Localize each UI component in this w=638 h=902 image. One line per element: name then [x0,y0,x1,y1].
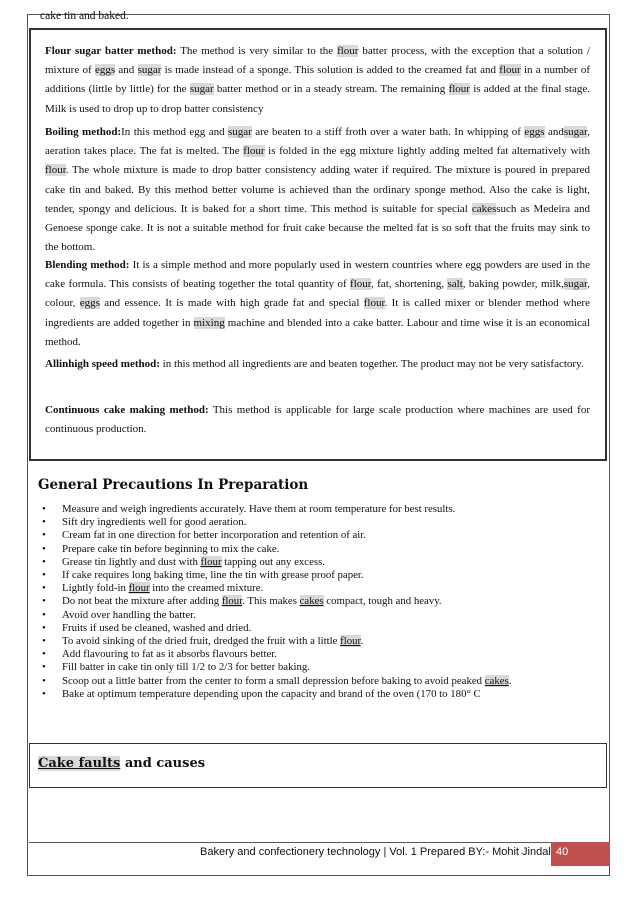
highlighted-term: flour [499,64,521,77]
highlighted-term: sugar [227,126,252,138]
bullet-icon: • [42,555,46,568]
text-run: in a number of additions (little by little) for the [45,64,590,96]
footer-text: Bakery and confectionery technology | Vol. 1 Prepared BY:- Mohit Jindal [200,846,551,858]
text-run: tapping out any excess. [221,555,325,568]
bullet-icon: • [42,648,46,661]
text-run: batter method or in a steady stream. The remaining [213,83,449,96]
text-run: in this method all ingredients are and beaten together. The product may not be very satisfactory. [159,358,584,370]
method-heading: Boiling method: [45,126,122,138]
highlighted-term: eggs [94,64,116,77]
bullet-icon: • [42,635,46,648]
bullet-icon: • [42,674,46,687]
text-run: , colour, [45,278,590,310]
text-run: are beaten to a stiff froth over a water bath. In whipping of [251,126,525,138]
precaution-item [38,609,598,622]
text-run: It is a simple method and more popularly used in western countries where egg powders are used in the cake formula. This consists of beating together the total quantity of [45,259,591,291]
highlighted-term: eggs [79,297,100,310]
text-run: Avoid over handling the batter. [62,608,196,621]
highlighted-term: flour [45,164,66,177]
highlighted-term: sugar [563,126,588,138]
page-number: 40 [556,846,569,858]
precaution-item [38,582,598,595]
precaution-item [38,661,598,674]
highlighted-term: mixing [193,316,225,329]
method-heading: Allinhigh speed method: [45,358,160,370]
text-run: batter process, with the exception that a solution / mixture of [45,45,591,77]
method-paragraph [45,256,590,352]
text-run: Measure and weigh ingredients accurately. Have them at room temperature for best results. [62,503,456,515]
highlighted-term: flour [340,635,361,648]
bullet-icon: • [42,542,46,555]
highlighted-term: salt [447,278,463,291]
bullet-icon: • [42,608,46,621]
method-heading: Blending method: [45,259,130,271]
highlighted-term: flour [350,278,371,291]
text-run: The method is very similar to the [176,45,338,57]
text-run: . [360,635,364,648]
text-run: is folded in the egg mixture lightly adding melted fat alternatively with [264,145,590,158]
text-run: Fill batter in cake tin only till 1/2 to 2/3 for better baking. [62,661,310,674]
bullet-icon: • [42,661,46,674]
precaution-item [38,688,598,701]
text-run: Scoop out a little batter from the center to form a small depression before baking to avoid peaked [62,674,485,687]
precaution-item [38,516,598,529]
highlighted-term: flour [128,582,150,595]
text-run: Do not beat the mixture after adding [62,595,222,608]
top-text-fragment: cake tin and baked. [40,10,129,22]
precaution-item [38,595,598,608]
text-run: Lightly fold-in [62,582,129,595]
text-run: such as Medeira and Genoese sponge cake. It is not a suitable method for fruit cake because the melted fat is so soft that the fruits may sink to the bottom. [45,202,590,254]
cake-faults-heading-rest: and causes [120,756,206,771]
method-paragraph [45,401,590,439]
cake-faults-link[interactable]: Cake faults [38,756,121,771]
precautions-list [38,503,598,701]
highlighted-term: cakes [299,595,324,608]
text-run: and [115,64,138,77]
precaution-item [38,648,598,661]
highlighted-term: flour [363,297,385,310]
precaution-item [38,556,598,569]
bullet-icon: • [42,582,46,595]
method-paragraph [45,123,590,257]
precaution-item [38,543,598,556]
bullet-icon: • [42,569,46,582]
text-run: Fruits if used be cleaned, washed and dried. [62,621,252,634]
text-run: is made instead of a sponge. This solution is added to the creamed fat and [161,64,500,77]
highlighted-term: sugar [563,278,588,291]
bullet-icon: • [42,503,46,515]
highlighted-term: flour [448,83,470,96]
text-run: , fat, shortening, [371,278,448,291]
text-run: If cake requires long baking time, line the tin with grease proof paper. [62,569,364,582]
method-heading: Continuous cake making method: [45,404,209,416]
highlighted-term: flour [337,45,359,57]
text-run: is added at the final stage. Milk is used to drop up to drop batter consistency [45,83,591,115]
text-run: . [508,674,512,687]
highlighted-term: flour [200,555,222,568]
highlighted-term: flour [243,145,265,158]
highlighted-term: sugar [137,64,162,77]
precaution-item [38,675,598,688]
bullet-icon: • [42,687,46,700]
text-run: Bake at optimum temperature depending upon the capacity and brand of the oven (170 to 180° C [62,687,481,700]
method-heading: Flour sugar batter method: [45,45,177,57]
text-run: Add flavouring to fat as it absorbs flavours better. [62,648,277,661]
text-run: To avoid sinking of the dried fruit, dredged the fruit with a little [62,635,341,648]
text-run: Prepare cake tin before beginning to mix the cake. [62,542,280,555]
text-run: This method is applicable for large scale production where machines are used for continuous production. [45,404,590,436]
text-run: . It is called mixer or blender method where ingredients are added together in [45,297,590,329]
text-run: Sift dry ingredients well for good aeration. [62,516,247,529]
highlighted-term: eggs [524,126,545,138]
text-run: In this method egg and [121,126,228,138]
method-paragraph [45,355,590,374]
highlighted-term: cakes [484,674,509,687]
text-run: , baking powder, milk, [462,278,564,291]
precautions-heading: General Precautions In Preparation [38,477,309,493]
text-run: machine and blended into a cake batter. Labour and time wise it is an economical method. [45,316,590,348]
precaution-item [38,635,598,648]
text-run: and [544,126,564,138]
text-run: Cream fat in one direction for better incorporation and retention of air. [62,529,366,542]
bullet-icon: • [42,516,46,529]
bullet-icon: • [42,621,46,634]
text-run: . The whole mixture is made to drop batter consistency adding water if required. The mixture is poured in prepared cake tin and baked. By this method better volume is achieved than the ordinary sponge method. Also the cake is light, tender, spongy and delicious. It is baked for a short time. This method is suitable for special [45,164,590,215]
highlighted-term: flour [221,595,243,608]
text-run: and essence. It is made with high grade fat and special [99,297,364,310]
highlighted-term: cakes [471,202,497,215]
method-paragraph [45,42,590,119]
text-run: compact, tough and heavy. [323,595,442,608]
text-run: , aeration takes place. The fat is melted. The [45,126,590,158]
bullet-icon: • [42,529,46,542]
precaution-item [38,503,598,516]
precaution-item [38,569,598,582]
precaution-item [38,529,598,542]
bullet-icon: • [42,595,46,608]
text-run: into the creamed mixture. [149,582,264,595]
text-run: . This makes [242,595,300,608]
precaution-item [38,622,598,635]
highlighted-term: sugar [189,83,214,96]
text-run: Grease tin lightly and dust with [62,555,201,568]
cake-faults-heading [38,756,205,771]
footer-rule [29,842,551,843]
